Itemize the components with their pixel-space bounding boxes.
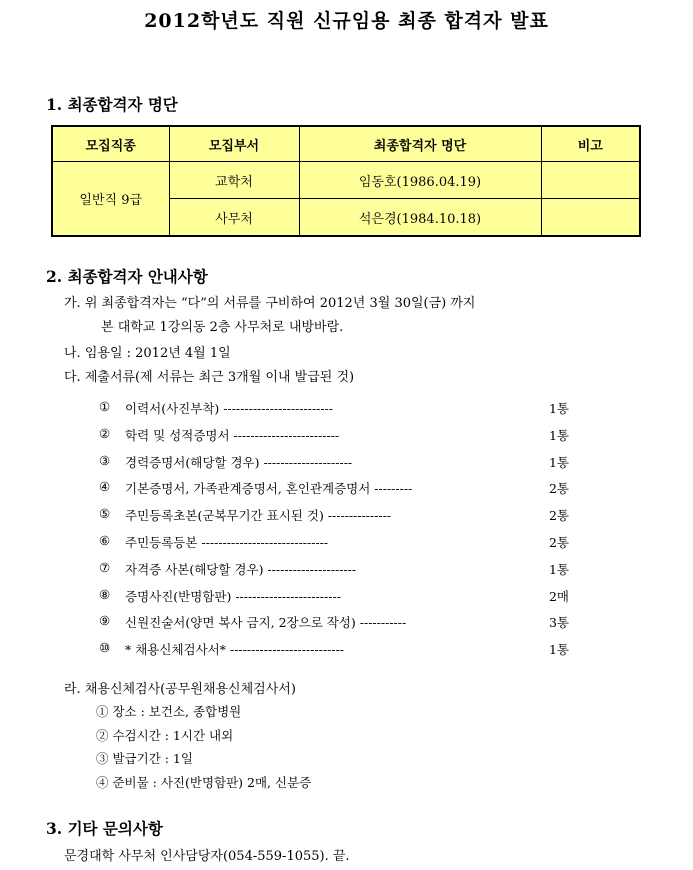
header-remarks: 비고 xyxy=(541,126,640,162)
item-number: ⑥ xyxy=(99,533,111,548)
exam-item: ① 장소 : 보건소, 종합병원 xyxy=(96,704,242,719)
list-item xyxy=(99,587,569,605)
cell-finalist-name: 석은경(1984.10.18) xyxy=(299,199,541,237)
notice-item-na: 나. 임용일 : 2012년 4월 1일 xyxy=(64,346,231,361)
contact-info: 문경대학 사무처 인사담당자(054-559-1055). 끝. xyxy=(64,849,350,864)
document-count: 2통 xyxy=(548,481,569,497)
document-name: 자격증 사본(해당할 경우) --------------------- xyxy=(125,561,357,577)
list-item xyxy=(99,506,569,524)
item-number: ② xyxy=(99,425,111,441)
finalist-table xyxy=(51,125,641,237)
notice-item-ra: 라. 채용신체검사(공무원채용신체검사서) xyxy=(64,682,296,697)
cell-job-type: 일반직 9급 xyxy=(52,162,169,237)
list-item xyxy=(99,533,569,551)
notice-item-ga-line2: 본 대학교 1강의동 2층 사무처로 내방바람. xyxy=(101,320,344,335)
notice-item-ga-line1: 가. 위 최종합격자는 “다”의 서류를 구비하여 2012년 3월 30일(금) 까지 xyxy=(64,296,476,311)
section-2-heading: 2. 최종합격자 안내사항 xyxy=(46,267,208,286)
header-department: 모집부서 xyxy=(169,126,299,162)
document-count: 1통 xyxy=(548,642,569,658)
document-count: 1통 xyxy=(548,427,569,443)
cell-remarks xyxy=(541,162,640,199)
document-name: 주민등록초본(군복무기간 표시된 것) --------------- xyxy=(125,508,392,524)
document-name: 증명사진(반명함판) ------------------------- xyxy=(125,588,341,604)
exam-item: ③ 발급기간 : 1일 xyxy=(96,751,193,766)
item-number: ① xyxy=(99,399,111,414)
document-count: 2통 xyxy=(548,508,569,524)
document-name: 학력 및 성적증명서 ------------------------- xyxy=(125,427,340,443)
document-count: 2매 xyxy=(548,588,569,604)
list-item xyxy=(99,426,569,444)
item-number: ④ xyxy=(99,479,111,495)
list-item xyxy=(99,453,569,471)
list-item xyxy=(99,613,569,631)
table-header-row xyxy=(52,126,640,162)
item-number: ⑦ xyxy=(99,559,111,575)
item-number: ⑩ xyxy=(99,640,111,656)
document-name: 신원진술서(양면 복사 금지, 2장으로 작성) ----------- xyxy=(125,615,407,631)
document-name: * 채용신체검사서* --------------------------- xyxy=(125,642,345,658)
header-finalist-name: 최종합격자 명단 xyxy=(299,126,541,162)
document-count: 2통 xyxy=(548,535,569,550)
cell-finalist-name: 임동호(1986.04.19) xyxy=(299,162,541,199)
cell-department: 사무처 xyxy=(169,199,299,237)
item-number: ⑤ xyxy=(99,506,111,522)
exam-item: ④ 준비물 : 사진(반명함판) 2매, 신분증 xyxy=(96,774,312,790)
exam-item: ② 수검시간 : 1시간 내외 xyxy=(96,727,234,743)
list-item xyxy=(99,399,569,417)
item-number: ⑨ xyxy=(99,613,111,629)
notice-item-da: 다. 제출서류(제 서류는 최근 3개월 이내 발급된 것) xyxy=(64,370,355,385)
document-name: 이력서(사진부착) -------------------------- xyxy=(125,401,334,416)
document-name: 기본증명서, 가족관계증명서, 혼인관계증명서 --------- xyxy=(125,481,413,497)
list-item xyxy=(99,479,569,497)
cell-remarks xyxy=(541,199,640,237)
list-item xyxy=(99,640,569,658)
document-name: 경력증명서(해당할 경우) --------------------- xyxy=(125,454,353,470)
header-job-type: 모집직종 xyxy=(52,126,169,162)
document-count: 1통 xyxy=(548,401,569,416)
section-3-heading: 3. 기타 문의사항 xyxy=(46,819,163,838)
document-name: 주민등록등본 ------------------------------ xyxy=(125,535,329,550)
page-title: 2012학년도 직원 신규임용 최종 합격자 발표 xyxy=(144,10,549,32)
section-1-heading: 1. 최종합격자 명단 xyxy=(46,95,178,114)
document-count: 1통 xyxy=(548,561,569,577)
cell-department: 교학처 xyxy=(169,162,299,199)
document-count: 3통 xyxy=(548,615,569,631)
table-row xyxy=(52,162,640,199)
list-item xyxy=(99,560,569,578)
document-count: 1통 xyxy=(548,454,569,470)
item-number: ③ xyxy=(99,452,111,468)
item-number: ⑧ xyxy=(99,586,111,602)
